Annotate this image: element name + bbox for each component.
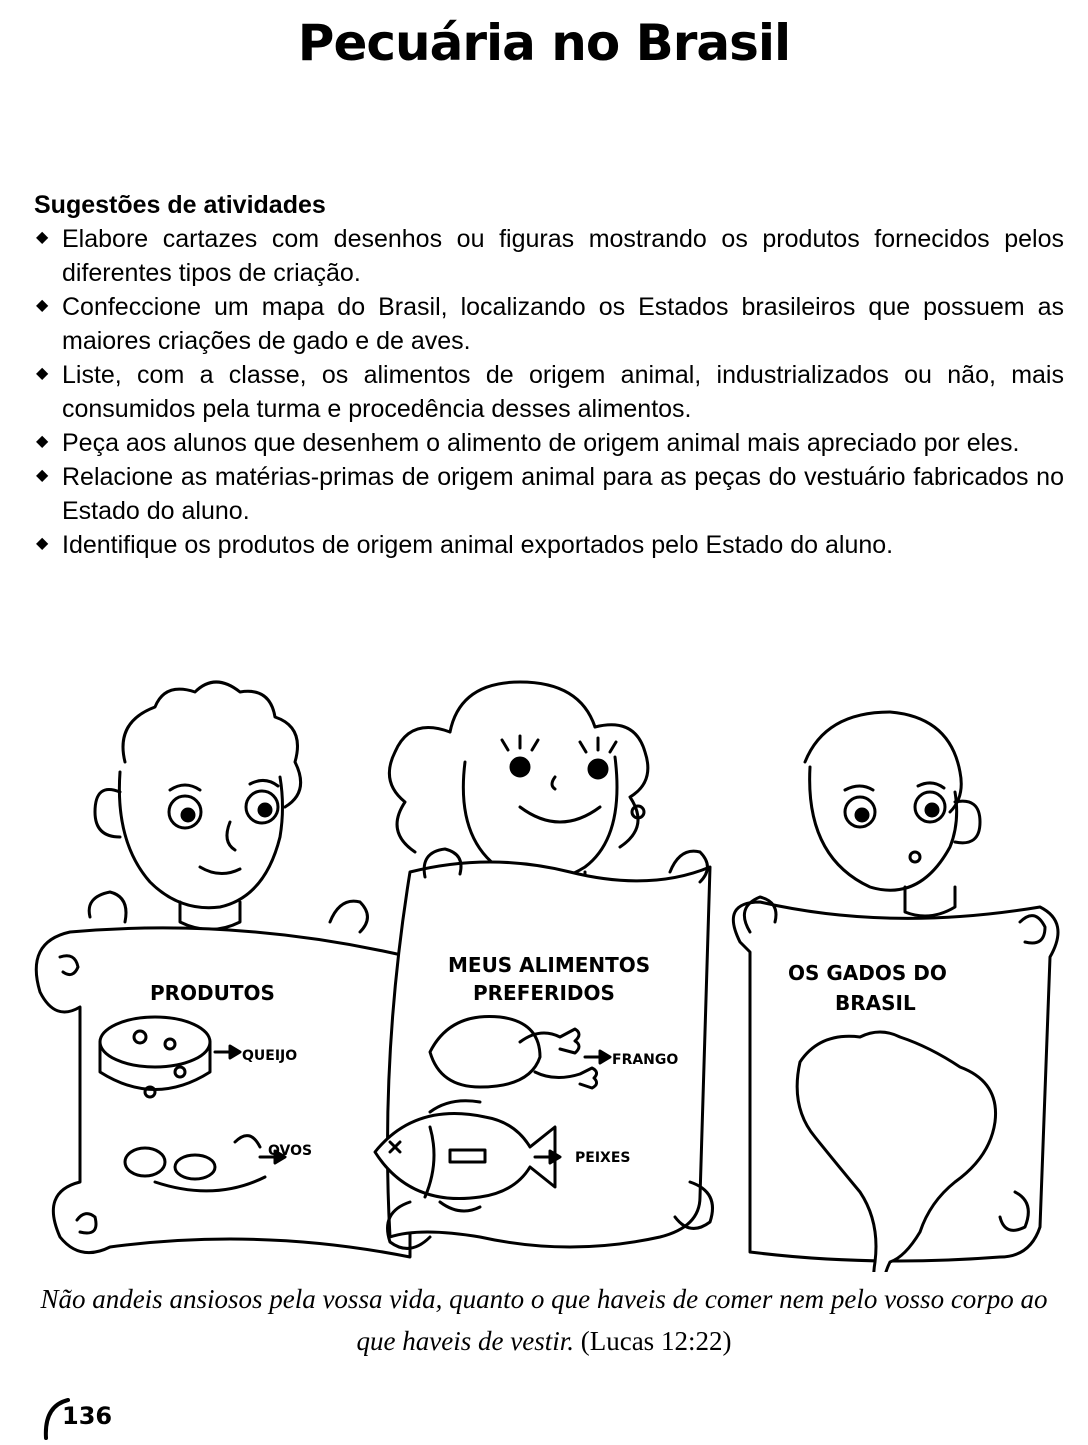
boy-figure	[95, 682, 301, 930]
list-item: ◆ Peça aos alunos que desenhem o alimento de origem animal mais apreciado por eles.	[36, 429, 1020, 457]
diamond-bullet-icon: ◆	[36, 535, 49, 552]
quote-verse: Não andeis ansiosos pela vossa vida, quanto o que haveis de comer nem pelo vosso corpo ao que haveis de vestir.	[40, 1284, 1048, 1356]
list-item: ◆ Liste, com a classe, os alimentos de origem animal, industrializados ou não, mais consumidos pela turma e procedência desses alimentos.	[36, 361, 1064, 423]
list-item: ◆ Relacione as matérias-primas de origem animal para as peças do vestuário fabricados no Estado do aluno.	[36, 463, 1064, 525]
activities-section	[34, 188, 1064, 562]
label-ovos: OVOS	[268, 1143, 313, 1159]
scroll-title-produtos: PRODUTOS	[150, 981, 275, 1005]
diamond-bullet-icon: ◆	[36, 229, 49, 246]
list-item: ◆ Confeccione um mapa do Brasil, localizando os Estados brasileiros que possuem as maiores criações de gado e de aves.	[36, 293, 1064, 355]
scroll-title-brasil: BRASIL	[835, 991, 916, 1015]
label-queijo: QUEIJO	[242, 1048, 298, 1064]
list-item: ◆ Elabore cartazes com desenhos ou figuras mostrando os produtos fornecidos pelos diferentes tipos de criação.	[36, 225, 1064, 287]
diamond-bullet-icon: ◆	[36, 297, 49, 314]
label-frango: FRANGO	[612, 1052, 679, 1068]
activities-heading: Sugestões de atividades	[34, 191, 326, 219]
label-peixes: PEIXES	[575, 1150, 631, 1166]
scroll-title-meus-alimentos: MEUS ALIMENTOS	[448, 953, 651, 977]
middle-scroll	[375, 849, 713, 1248]
page-number-badge	[40, 1396, 150, 1440]
page-title: Pecuária no Brasil	[297, 14, 791, 72]
bible-quote	[40, 1278, 1048, 1362]
quote-reference: (Lucas 12:22)	[580, 1326, 732, 1356]
scroll-title-preferidos: PREFERIDOS	[473, 981, 615, 1005]
scroll-title-os-gados-do: OS GADOS DO	[788, 961, 947, 985]
diamond-bullet-icon: ◆	[36, 433, 49, 450]
child-figure	[805, 712, 980, 916]
activities-list	[34, 222, 1064, 562]
list-item: ◆ Identifique os produtos de origem animal exportados pelo Estado do aluno.	[36, 531, 894, 559]
diamond-bullet-icon: ◆	[36, 467, 49, 484]
right-scroll	[733, 897, 1058, 1272]
children-with-scrolls-illustration	[30, 672, 1060, 1272]
page-number: 136	[62, 1402, 113, 1430]
left-scroll	[36, 892, 410, 1257]
diamond-bullet-icon: ◆	[36, 365, 49, 382]
